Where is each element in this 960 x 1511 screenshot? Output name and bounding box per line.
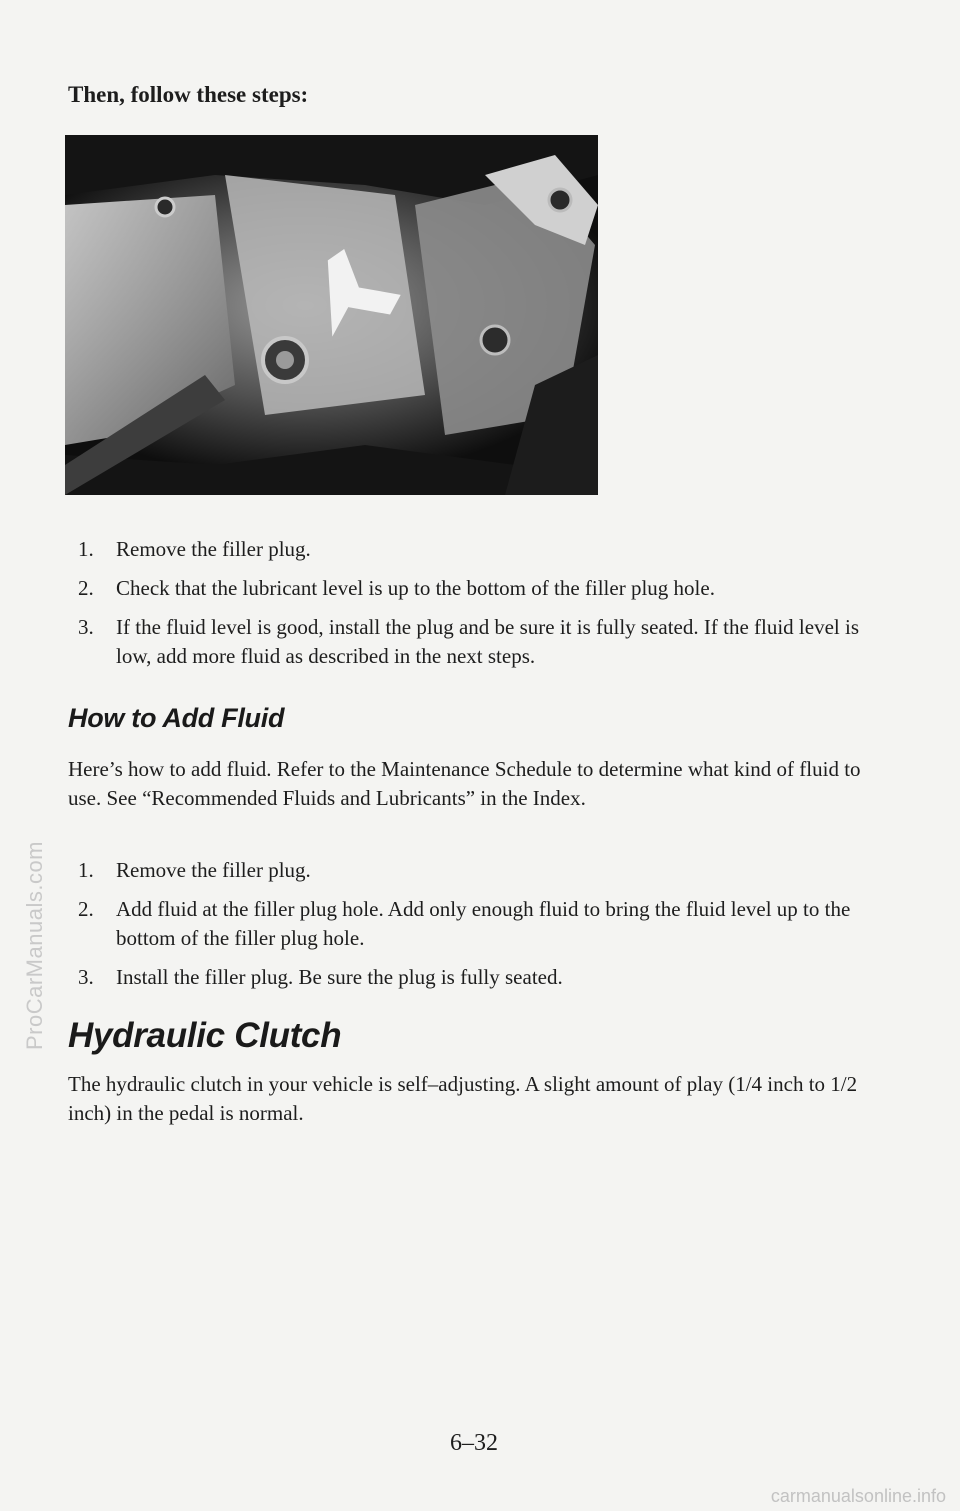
step-text: Check that the lubricant level is up to the bottom of the filler plug hole. — [116, 576, 715, 600]
step-number: 3. — [78, 965, 94, 989]
step-number: 3. — [78, 615, 94, 639]
page-number: 6–32 — [450, 1430, 498, 1456]
intro-text: Then, follow these steps: — [68, 82, 309, 107]
check-step-item — [78, 574, 878, 603]
check-step-item — [78, 613, 878, 671]
step-text: Remove the filler plug. — [116, 858, 311, 882]
step-text: Remove the filler plug. — [116, 537, 311, 561]
check-step-item — [78, 535, 878, 564]
side-watermark: ProCarManuals.com — [22, 840, 47, 1050]
add-fluid-step-item — [78, 895, 878, 953]
step-number: 2. — [78, 576, 94, 600]
bottom-watermark: carmanualsonline.info — [770, 1486, 946, 1506]
transfer-case-photo — [65, 135, 598, 495]
step-number: 1. — [78, 537, 94, 561]
transfer-case-illustration — [65, 135, 598, 495]
step-number: 2. — [78, 897, 94, 921]
step-text: Install the filler plug. Be sure the plug is fully seated. — [116, 965, 563, 989]
check-steps-list — [78, 535, 878, 681]
step-text: Add fluid at the filler plug hole. Add only enough fluid to bring the fluid level up to the bottom of the filler plug hole. — [116, 897, 851, 950]
step-number: 1. — [78, 858, 94, 882]
add-fluid-steps-list — [78, 856, 878, 1002]
add-fluid-step-item — [78, 856, 878, 885]
add-fluid-paragraph: Here’s how to add fluid. Refer to the Maintenance Schedule to determine what kind of fluid to use. See “Recommended Fluids and Lubricants” in the Index. — [68, 757, 861, 810]
add-fluid-heading: How to Add Fluid — [68, 703, 285, 733]
step-text: If the fluid level is good, install the plug and be sure it is fully seated. If the fluid level is low, add more fluid as described in the next steps. — [116, 615, 859, 668]
hydraulic-clutch-paragraph: The hydraulic clutch in your vehicle is self–adjusting. A slight amount of play (1/4 inch to 1/2 inch) in the pedal is normal. — [68, 1072, 858, 1125]
add-fluid-step-item — [78, 963, 878, 992]
hydraulic-clutch-heading: Hydraulic Clutch — [68, 1016, 342, 1055]
